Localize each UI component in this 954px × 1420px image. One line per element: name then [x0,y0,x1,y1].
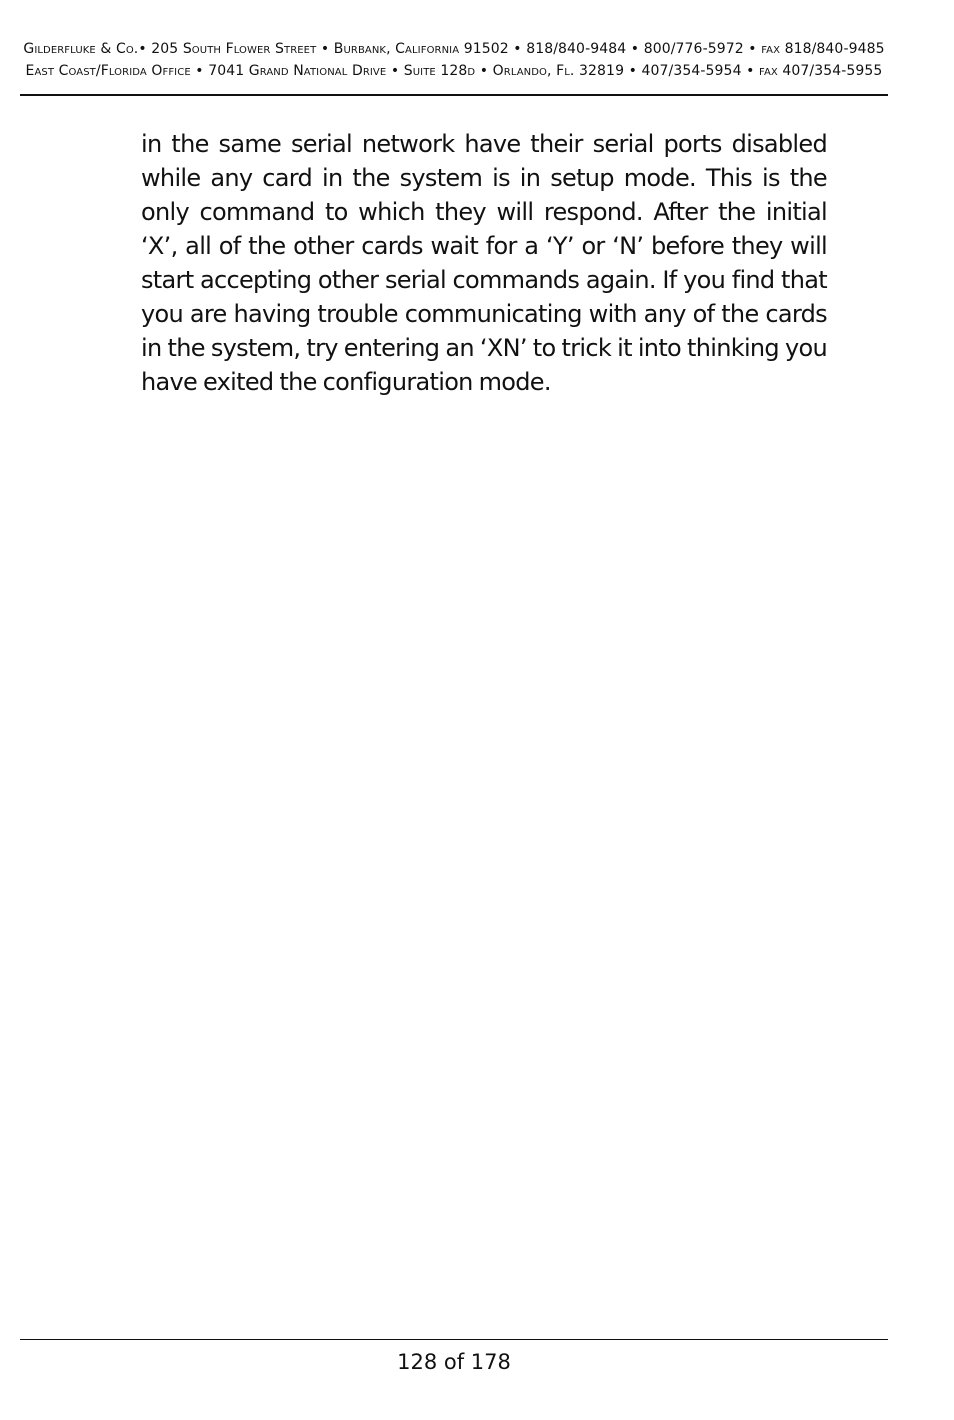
header-address-line-1: Gilderfluke & Co.• 205 South Flower Street • Burbank, California 91502 • 818/840-9484 • 800/776-5972 • fax 818/840-9485 [23,41,885,57]
page-number: 128 of 178 [397,1350,511,1374]
header-address-line-2: East Coast/Florida Office • 7041 Grand National Drive • Suite 128d • Orlando, Fl. 32819 • 407/354-5954 • fax 407/354-5955 [25,63,883,79]
body-paragraph: in the same serial network have their serial ports disabled while any card in the system is in setup mode. This is the only command to which they will respond. After the initial ‘X’, all of the other cards wait for a ‘Y’ or ‘N’ before they will start accepting other serial commands again. If you find that you are having trouble communicating with any of the cards in the system, try entering an ‘XN’ to trick it into thinking you have exited the configuration mode. [141,130,827,396]
header-divider [20,94,888,96]
footer-divider [20,1339,888,1340]
page-header [0,38,908,82]
